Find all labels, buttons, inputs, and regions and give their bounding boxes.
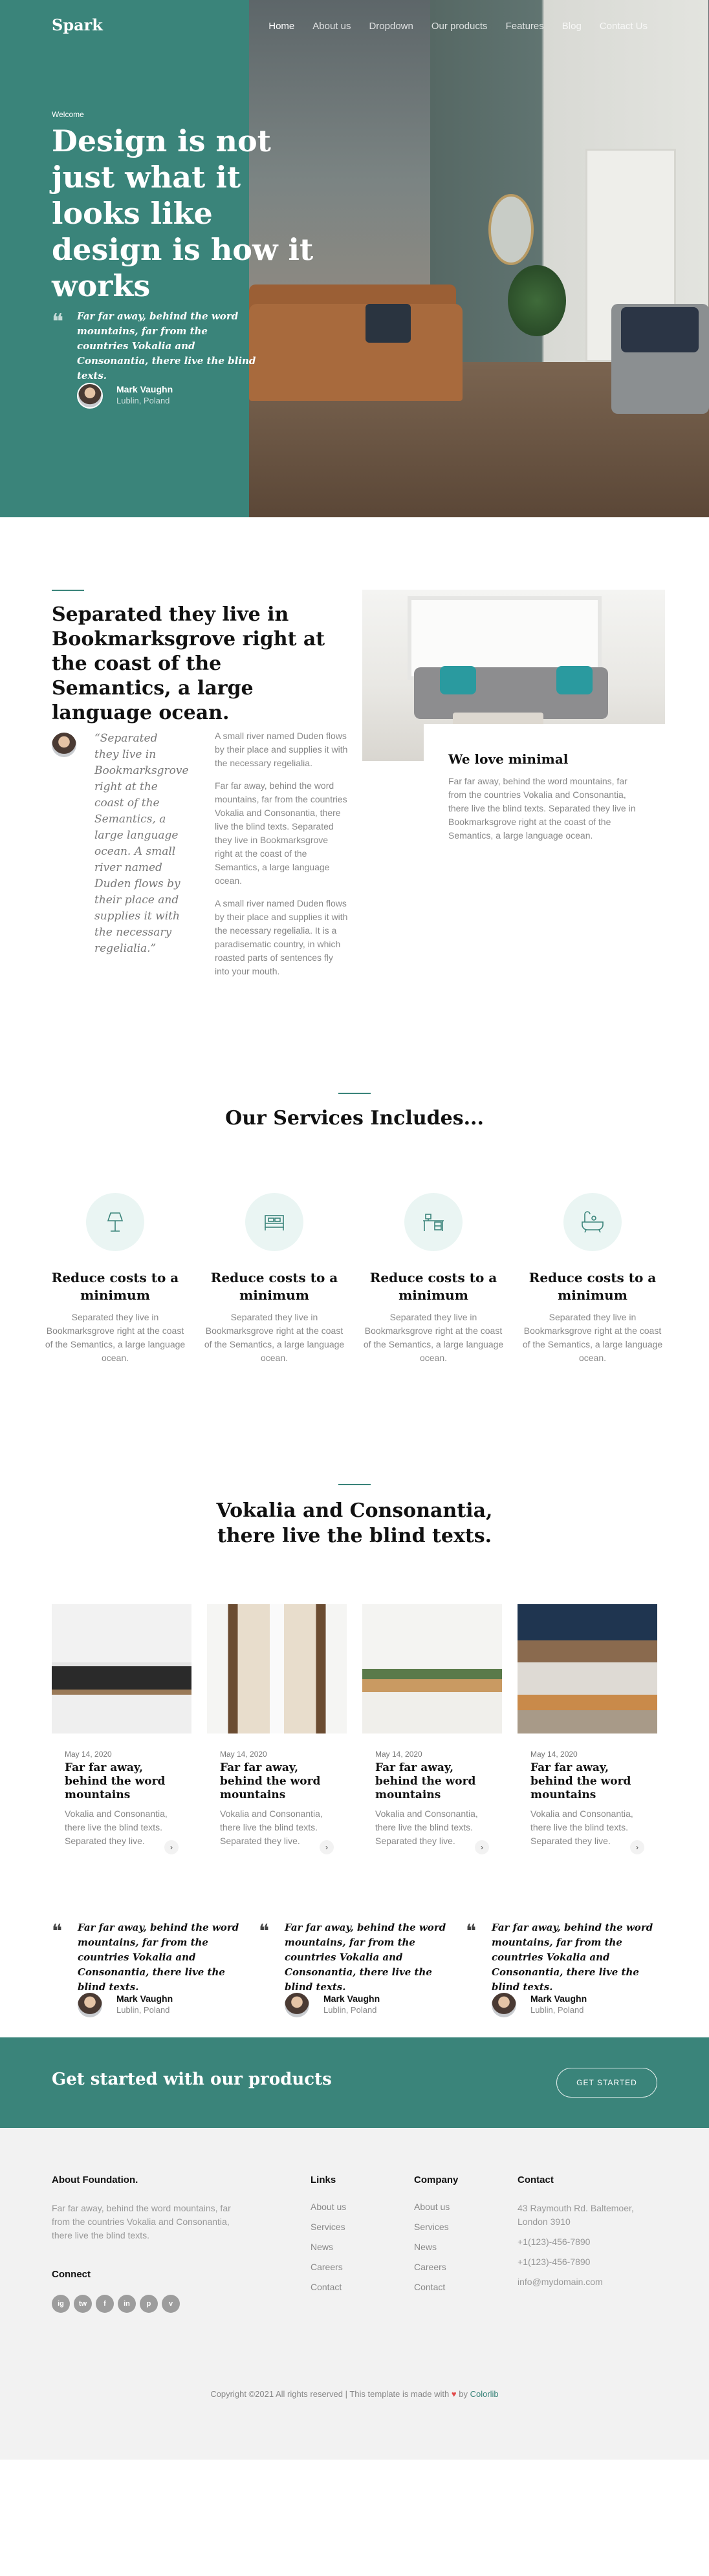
- post-title[interactable]: Far far away, behind the word mountains: [375, 1761, 476, 1801]
- site-logo[interactable]: Spark: [52, 16, 103, 34]
- avatar: [77, 383, 103, 409]
- service-card: [521, 1193, 664, 1365]
- service-title: Reduce costs to a minimum: [529, 1270, 657, 1303]
- bathtub-icon: [563, 1193, 622, 1251]
- about-card-text: Far far away, behind the word mountains, far from the countries Vokalia and Consonantia, there live the blind texts. Separated they live in Bookmarksgrove right at the coast of the Semantics, a large language ocean.: [448, 776, 636, 841]
- blog-title: Vokalia and Consonantia, there live the blind texts.: [216, 1499, 493, 1547]
- hero-quote: Far far away, behind the word mountains, far from the countries Vokalia and Consonantia, there live the blind texts.: [77, 310, 256, 381]
- get-started-button[interactable]: GET STARTED: [556, 2068, 657, 2098]
- testimonial-quote: Far far away, behind the word mountains, far from the countries Vokalia and Consonantia, there live the blind texts.: [285, 1922, 446, 1993]
- post-text: Vokalia and Consonantia, there live the blind texts. Separated they live.: [220, 1809, 323, 1846]
- nav-item-contact[interactable]: Contact Us: [599, 21, 648, 32]
- testimonial-author: Mark Vaughn: [530, 1993, 587, 2004]
- post-text: Vokalia and Consonantia, there live the blind texts. Separated they live.: [530, 1809, 633, 1846]
- nav-menu: [268, 21, 648, 32]
- service-text: Separated they live in Bookmarksgrove right at the coast of the Semantics, a large language ocean.: [45, 1312, 186, 1363]
- testimonial-quote: Far far away, behind the word mountains, far from the countries Vokalia and Consonantia, there live the blind texts.: [78, 1922, 239, 1993]
- footer-address: 43 Raymouth Rd. Baltemoer, London 3910: [518, 2203, 634, 2227]
- testimonial-location: Lublin, Poland: [323, 2005, 377, 2015]
- about-paragraph: Far far away, behind the word mountains, far from the countries Vokalia and Consonantia, there live the blind texts. Separated they live in Bookmarksgrove right at the coast of the Semantics, a large language ocean.: [215, 780, 347, 886]
- cta-banner: [0, 2037, 709, 2128]
- nav-item-home[interactable]: Home: [268, 21, 295, 32]
- desk-icon: [404, 1193, 463, 1251]
- post-image-desk[interactable]: [362, 1604, 502, 1733]
- testimonial-author: Mark Vaughn: [323, 1993, 380, 2004]
- quote-icon: ❝: [52, 309, 64, 335]
- footer-phone[interactable]: +1(123)-456-7890: [518, 2257, 591, 2267]
- hero-section: [0, 0, 709, 517]
- copyright: [0, 2389, 709, 2399]
- footer-link[interactable]: About us: [311, 2202, 347, 2212]
- copyright-text: Copyright ©2021 All rights reserved | This template is made with: [210, 2389, 450, 2399]
- about-card-title: We love minimal: [448, 751, 569, 767]
- footer-company-link[interactable]: Services: [414, 2222, 449, 2232]
- post-title[interactable]: Far far away, behind the word mountains: [65, 1761, 166, 1801]
- avatar: [492, 1993, 516, 2017]
- section-divider: [338, 1093, 371, 1094]
- post-text: Vokalia and Consonantia, there live the blind texts. Separated they live.: [375, 1809, 478, 1846]
- testimonials-section: [0, 1840, 709, 2037]
- about-card: [424, 724, 665, 870]
- footer-links-list: [311, 2202, 346, 2302]
- testimonial-quote: Far far away, behind the word mountains, far from the countries Vokalia and Consonantia, there live the blind texts.: [492, 1922, 653, 1993]
- footer-about-text: Far far away, behind the word mountains, far from the countries Vokalia and Consonantia, there live the blind texts.: [52, 2203, 231, 2240]
- services-title: Our Services Includes...: [225, 1107, 484, 1130]
- heart-icon: ♥: [451, 2389, 457, 2399]
- footer-phone[interactable]: +1(123)-456-7890: [518, 2237, 591, 2247]
- about-quote: “Separated they live in Bookmarksgrove right at the coast of the Semantics, a large language ocean. A small river named Duden flows by their place and supplies it with the necessary regelialia.”: [94, 732, 189, 955]
- footer-links-title: Links: [311, 2174, 336, 2185]
- post-image-lounge[interactable]: [518, 1604, 657, 1733]
- hero-title: Design is not just what it looks like design is how it works: [52, 123, 314, 303]
- read-more-arrow-icon[interactable]: ›: [320, 1840, 334, 1854]
- footer-about-title: About Foundation.: [52, 2174, 138, 2185]
- footer-company-title: Company: [414, 2174, 459, 2185]
- post-date: May 14, 2020: [375, 1750, 422, 1759]
- avatar: [285, 1993, 309, 2017]
- service-card: [362, 1193, 505, 1365]
- service-title: Reduce costs to a minimum: [369, 1270, 497, 1303]
- post-title[interactable]: Far far away, behind the word mountains: [530, 1761, 631, 1801]
- footer-link[interactable]: News: [311, 2242, 334, 2252]
- service-card: [203, 1193, 345, 1365]
- post-date: May 14, 2020: [65, 1750, 112, 1759]
- colorlib-link[interactable]: Colorlib: [470, 2389, 499, 2399]
- copyright-by: by: [459, 2389, 468, 2399]
- quote-icon: ❝: [466, 1920, 477, 1943]
- about-text-column: [215, 729, 348, 987]
- read-more-arrow-icon[interactable]: ›: [630, 1840, 644, 1854]
- footer-link[interactable]: Careers: [311, 2262, 343, 2272]
- testimonial-author: Mark Vaughn: [116, 1993, 173, 2004]
- about-section: [0, 517, 709, 1035]
- footer-contact-title: Contact: [518, 2174, 554, 2185]
- facebook-icon[interactable]: f: [96, 2295, 114, 2313]
- blog-post[interactable]: [207, 1604, 347, 1852]
- nav-item-dropdown[interactable]: Dropdown: [369, 21, 413, 32]
- service-text: Separated they live in Bookmarksgrove right at the coast of the Semantics, a large language ocean.: [363, 1312, 504, 1363]
- blog-post[interactable]: [52, 1604, 191, 1852]
- lamp-icon: [86, 1193, 144, 1251]
- dribbble-icon[interactable]: v: [162, 2295, 180, 2313]
- service-text: Separated they live in Bookmarksgrove right at the coast of the Semantics, a large language ocean.: [522, 1312, 663, 1363]
- blog-post[interactable]: [518, 1604, 657, 1852]
- top-navigation: [0, 0, 709, 52]
- footer-link[interactable]: Contact: [311, 2282, 342, 2292]
- twitter-icon[interactable]: tw: [74, 2295, 92, 2313]
- nav-item-blog[interactable]: Blog: [562, 21, 582, 32]
- service-title: Reduce costs to a minimum: [51, 1270, 179, 1303]
- avatar: [52, 733, 76, 757]
- footer-company-link[interactable]: Contact: [414, 2282, 446, 2292]
- post-text: Vokalia and Consonantia, there live the blind texts. Separated they live.: [65, 1809, 168, 1846]
- social-links: [52, 2295, 180, 2313]
- instagram-icon[interactable]: ig: [52, 2295, 70, 2313]
- site-footer: [0, 2128, 709, 2460]
- footer-company-link[interactable]: About us: [414, 2202, 450, 2212]
- bed-icon: [245, 1193, 303, 1251]
- footer-company-link[interactable]: News: [414, 2242, 437, 2252]
- nav-item-about[interactable]: About us: [312, 21, 351, 32]
- blog-section: [0, 1439, 709, 1852]
- hero-author-name: Mark Vaughn: [116, 384, 173, 394]
- nav-item-features[interactable]: Features: [505, 21, 544, 32]
- nav-item-products[interactable]: Our products: [431, 21, 488, 32]
- about-title: Separated they live in Bookmarksgrove right at the coast of the Semantics, a large language ocean.: [52, 603, 325, 724]
- footer-company-link[interactable]: Careers: [414, 2262, 446, 2272]
- service-title: Reduce costs to a minimum: [210, 1270, 338, 1303]
- about-paragraph: A small river named Duden flows by their place and supplies it with the necessary regelialia. It is a paradisematic country, in which roasted parts of sentences fly into your mouth.: [215, 898, 348, 976]
- read-more-arrow-icon[interactable]: ›: [475, 1840, 489, 1854]
- linkedin-icon[interactable]: in: [118, 2295, 136, 2313]
- footer-company-list: [414, 2202, 450, 2302]
- footer-connect-title: Connect: [52, 2269, 91, 2280]
- post-image-shelves[interactable]: [207, 1604, 347, 1733]
- cta-title: Get started with our products: [52, 2070, 332, 2089]
- hero-eyebrow: Welcome: [52, 110, 84, 119]
- pinterest-icon[interactable]: p: [140, 2295, 158, 2313]
- quote-icon: ❝: [259, 1920, 270, 1943]
- post-date: May 14, 2020: [220, 1750, 267, 1759]
- quote-icon: ❝: [52, 1920, 63, 1943]
- testimonial-location: Lublin, Poland: [116, 2005, 170, 2015]
- about-paragraph: A small river named Duden flows by their place and supplies it with the necessary regelialia.: [215, 731, 348, 768]
- blog-post[interactable]: [362, 1604, 502, 1852]
- section-divider: [52, 590, 84, 591]
- read-more-arrow-icon[interactable]: ›: [164, 1840, 179, 1854]
- service-card: [44, 1193, 186, 1365]
- footer-contact-info: [518, 2202, 647, 2295]
- services-section: [0, 1035, 709, 1439]
- footer-email[interactable]: info@mydomain.com: [518, 2277, 603, 2287]
- testimonial-location: Lublin, Poland: [530, 2005, 584, 2015]
- avatar: [78, 1993, 102, 2017]
- hero-author-location: Lublin, Poland: [116, 396, 170, 405]
- post-title[interactable]: Far far away, behind the word mountains: [220, 1761, 321, 1801]
- post-image-chair[interactable]: [52, 1604, 191, 1733]
- service-text: Separated they live in Bookmarksgrove right at the coast of the Semantics, a large language ocean.: [204, 1312, 345, 1363]
- section-divider: [338, 1484, 371, 1485]
- post-date: May 14, 2020: [530, 1750, 578, 1759]
- footer-link[interactable]: Services: [311, 2222, 345, 2232]
